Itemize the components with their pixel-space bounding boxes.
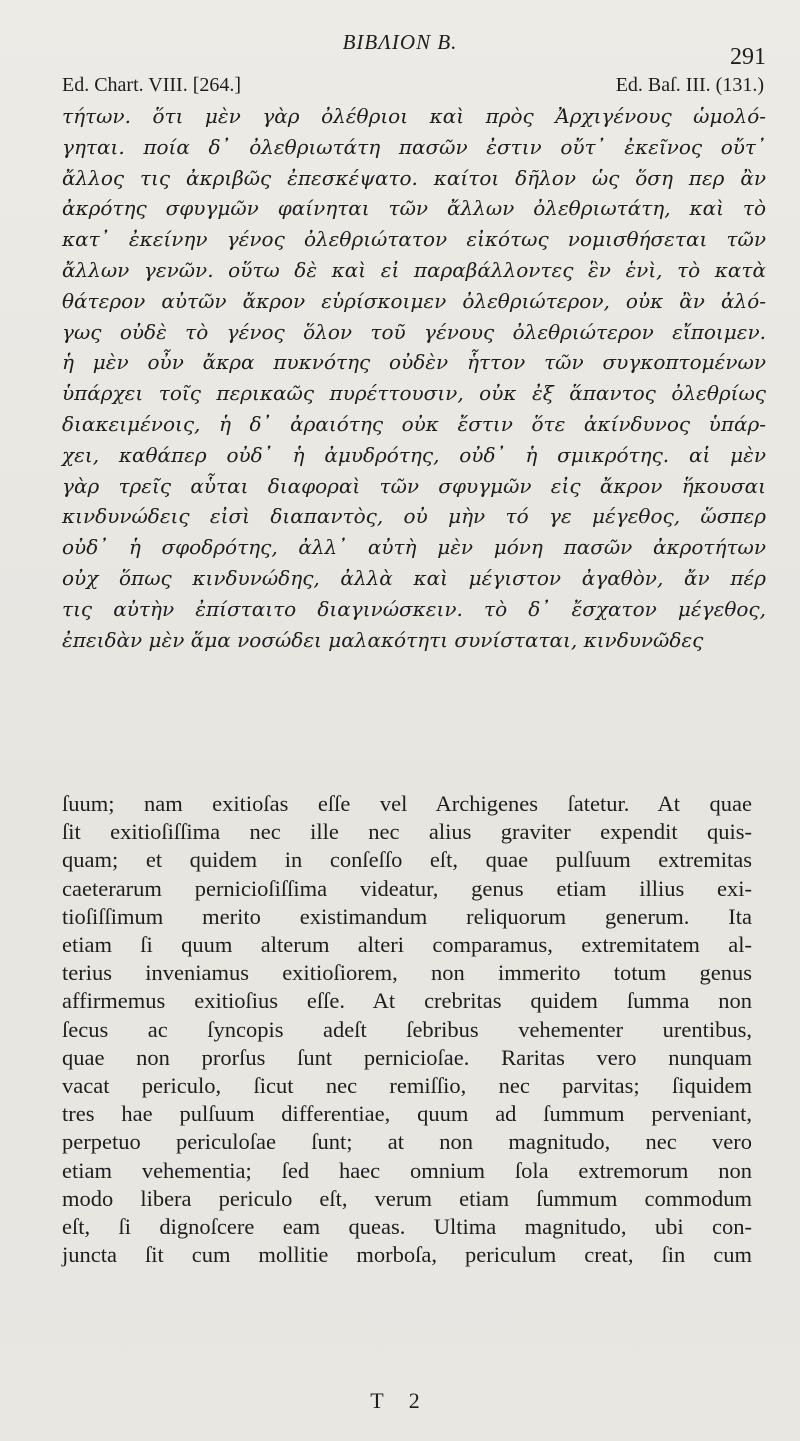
latin-text-block <box>62 790 752 1269</box>
latin-line: eſt, ſi dignoſcere eam queas. Ultima magnitudo, ubi con- <box>62 1214 752 1240</box>
greek-line: γὰρ τρεῖς αὗται διαφοραὶ τῶν σφυγμῶν εἰς ἄκρον ἥκουσαι <box>62 473 766 498</box>
printer-signature-mark: T 2 <box>370 1388 430 1413</box>
greek-line: τις αὐτὴν ἐπίσταιτο διαγινώσκειν. τὸ δ᾽ ἔσχατον μέγεθος, <box>62 596 766 621</box>
latin-line: perpetuo periculoſae ſunt; at non magnitudo, nec vero <box>62 1129 752 1155</box>
greek-line: ἐπειδὰν μὲν ἅμα νοσώδει μαλακότητι συνίσταται, κινδυνῶδες <box>62 627 704 652</box>
greek-line: ἄλλος τις ἀκριβῶς ἐπεσκέψατο. καίτοι δῆλον ὡς ὅση περ ἂν <box>62 165 766 190</box>
latin-line: quae non prorſus ſunt pernicioſae. Raritas vero nunquam <box>62 1044 752 1070</box>
greek-line: κατ᾽ ἐκείνην γένος ὀλεθριώτατον εἰκότως νομισθήσεται τῶν <box>62 227 766 252</box>
latin-line: etiam vehementia; ſed haec omnium ſola extremorum non <box>62 1157 752 1183</box>
greek-line: διακειμένοις, ἡ δ᾽ ἀραιότης οὐκ ἔστιν ὅτε ἀκίνδυνος ὑπάρ- <box>62 411 766 436</box>
greek-line: γως οὐδὲ τὸ γένος ὅλον τοῦ γένους ὀλεθριώτερον εἴποιμεν. <box>62 319 766 344</box>
latin-line: ſuum; nam exitioſas eſſe vel Archigenes ſatetur. At quae <box>62 791 752 816</box>
edition-line <box>62 74 764 97</box>
edition-basel-reference: Ed. Baſ. III. (131.) <box>615 74 764 96</box>
latin-line: vacat periculo, ſicut nec remiſſio, nec parvitas; ſiquidem <box>62 1073 752 1099</box>
greek-line: γηται. ποία δ᾽ ὀλεθριωτάτη πασῶν ἐστιν οὔτ᾽ ἐκεῖνος οὔτ᾽ <box>62 134 766 159</box>
running-head: ΒΙΒΛΙΟΝ Β. <box>342 30 458 54</box>
latin-line: affirmemus exitioſius eſſe. At crebritas quidem ſumma non <box>62 988 752 1014</box>
greek-line: ἡ μὲν οὖν ἄκρα πυκνότης οὐδὲν ἧττον τῶν συγκοπτομένων <box>62 350 766 375</box>
latin-line: caeterarum pernicioſiſſima videatur, genus etiam illius exi- <box>62 875 752 901</box>
greek-line: θάτερον αὐτῶν ἄκρον εὑρίσκοιμεν ὀλεθριώτερον, οὐκ ἂν ἀλό- <box>62 288 766 313</box>
greek-line: χει, καθάπερ οὐδ᾽ ἡ ἀμυδρότης, οὐδ᾽ ἡ σμικρότης. αἱ μὲν <box>62 442 766 467</box>
page-number: 291 <box>730 44 766 70</box>
greek-line: ἀκρότης σφυγμῶν φαίνηται τῶν ἄλλων ὀλεθριωτάτη, καὶ τὸ <box>62 196 766 221</box>
latin-line: ſit exitioſiſſima nec ille nec alius graviter expendit quis- <box>62 819 752 845</box>
greek-line: ἄλλων γενῶν. οὕτω δὲ καὶ εἰ παραβάλλοντες ἓν ἑνὶ, τὸ κατὰ <box>62 257 766 282</box>
latin-line: tioſiſſimum merito existimandum reliquorum generum. Ita <box>62 903 752 929</box>
greek-line: ὑπάρχει τοῖς περικαῶς πυρέττουσιν, οὐκ ἐξ ἅπαντος ὀλεθρίως <box>62 381 766 406</box>
latin-line: juncta ſit cum mollitie morboſa, periculum creat, ſin cum <box>62 1242 752 1268</box>
edition-chart-reference: Ed. Chart. VIII. [264.] <box>62 74 242 96</box>
latin-line: tres hae pulſuum differentiae, quum ad ſummum perveniant, <box>62 1101 752 1127</box>
latin-line: etiam ſi quum alterum alteri comparamus, extremitatem al- <box>62 932 752 958</box>
greek-line: κινδυνώδεις εἰσὶ διαπαντὸς, οὐ μὴν τό γε μέγεθος, ὥσπερ <box>62 504 766 529</box>
latin-line: ſecus ac ſyncopis adeſt ſebribus vehementer urentibus, <box>62 1016 752 1042</box>
latin-line: quam; et quidem in conſeſſo eſt, quae pulſuum extremitas <box>62 847 752 873</box>
greek-line: οὐχ ὅπως κινδυνώδης, ἀλλὰ καὶ μέγιστον ἀγαθὸν, ἄν πέρ <box>62 565 766 590</box>
latin-line: modo libera periculo eſt, verum etiam ſummum commodum <box>62 1185 752 1211</box>
latin-line: terius inveniamus exitioſiorem, non immerito totum genus <box>62 960 752 986</box>
greek-line: οὐδ᾽ ἡ σφοδρότης, ἀλλ᾽ αὐτὴ μὲν μόνη πασῶν ἀκροτήτων <box>62 535 766 560</box>
greek-line: τήτων. ὅτι μὲν γὰρ ὀλέθριοι καὶ πρὸς Ἀρχιγένους ὡμολό- <box>62 104 766 128</box>
greek-text-block <box>62 101 766 655</box>
